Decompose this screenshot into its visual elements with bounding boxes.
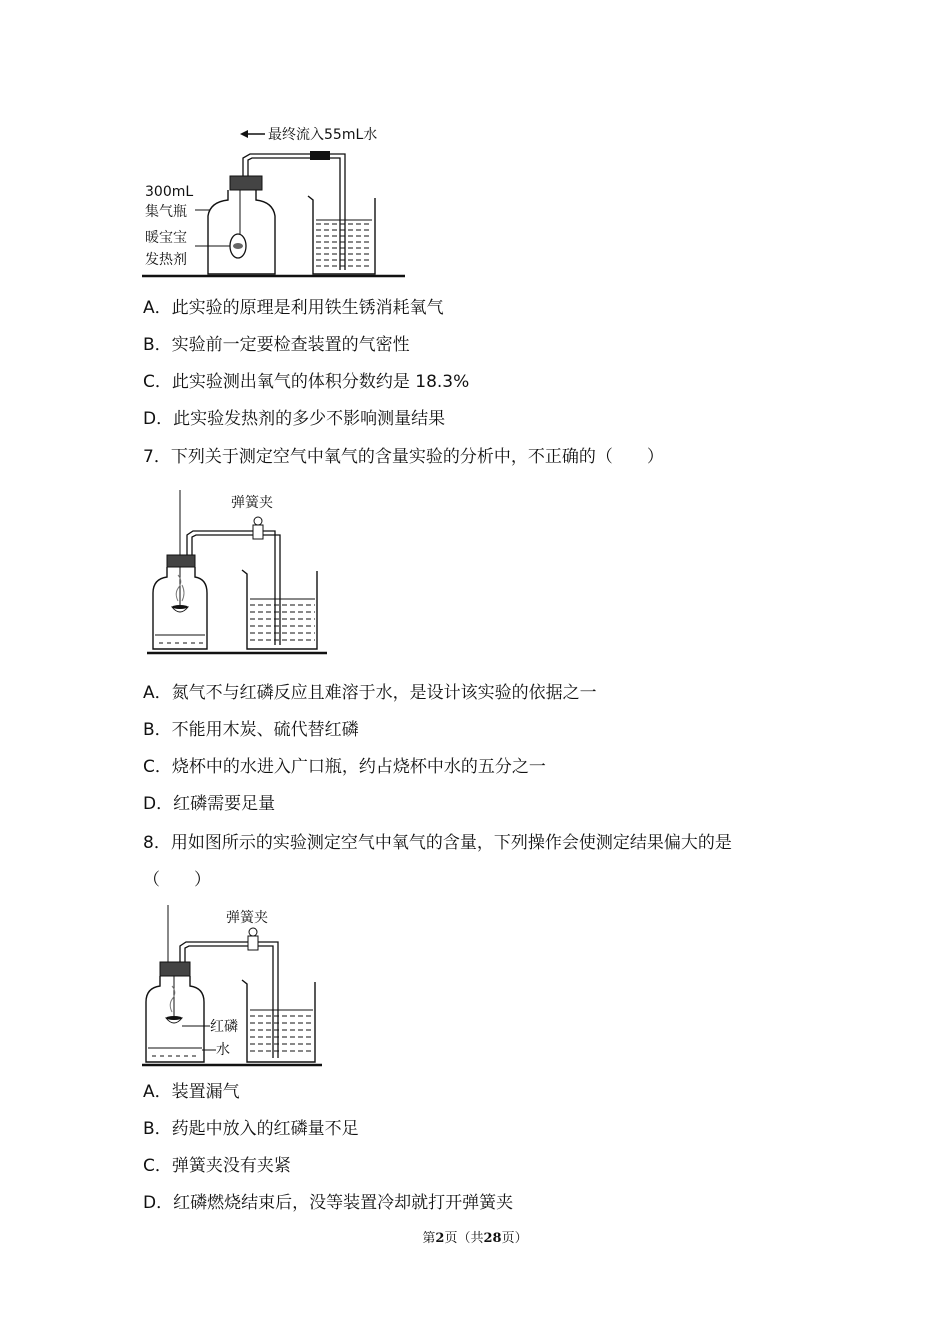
gas-bottle <box>208 190 275 274</box>
footer-prefix: 第 <box>422 1231 436 1246</box>
label-heater-1: 暖宝宝 <box>145 230 187 246</box>
q7-stem: 7．下列关于测定空气中氧气的含量实验的分析中，不正确的（ ） <box>143 447 664 467</box>
label-volume: 300mL <box>145 184 194 200</box>
footer-suffix: 页） <box>501 1231 528 1246</box>
q8-stem-line1: 8．用如图所示的实验测定空气中氧气的含量，下列操作会使测定结果偏大的是 <box>143 833 732 853</box>
q7-stopper <box>167 555 195 567</box>
q8-label-water: 水 <box>216 1042 230 1058</box>
q8-stopper <box>160 962 190 976</box>
arrow-head <box>240 130 248 138</box>
q8-spring-clip <box>248 936 258 950</box>
arrow-label: 最终流入55mL水 <box>268 127 378 143</box>
q7-glass-tube <box>187 531 275 645</box>
q8-option-a: A．装置漏气 <box>143 1082 240 1102</box>
q7-option-d: D．红磷需要足量 <box>143 794 276 814</box>
footer-page-number: 2 <box>435 1231 445 1246</box>
figure-red-phosphorus-apparatus-q7 <box>145 485 335 660</box>
rubber-stopper <box>230 176 262 190</box>
page-footer <box>0 1227 950 1246</box>
q7-option-c: C．烧杯中的水进入广口瓶，约占烧杯中水的五分之一 <box>143 757 546 777</box>
q6-option-b: B．实验前一定要检查装置的气密性 <box>143 335 410 355</box>
q8-label-clip: 弹簧夹 <box>226 910 268 926</box>
label-bottle: 集气瓶 <box>145 204 187 220</box>
q7-option-b: B．不能用木炭、硫代替红磷 <box>143 720 359 740</box>
q8-option-c: C．弹簧夹没有夹紧 <box>143 1156 291 1176</box>
q7-spring-clip <box>253 525 263 539</box>
q8-glass-tube <box>180 942 278 1058</box>
label-heater-2: 发热剂 <box>145 252 187 268</box>
q7-option-a: A．氮气不与红磷反应且难溶于水，是设计该实验的依据之一 <box>143 683 597 703</box>
q6-option-d: D．此实验发热剂的多少不影响测量结果 <box>143 409 446 429</box>
q7-label-clip: 弹簧夹 <box>231 495 273 511</box>
footer-middle: 页（共 <box>444 1231 484 1246</box>
q8-label-phosphorus: 红磷 <box>210 1019 238 1035</box>
q6-option-a: A．此实验的原理是利用铁生锈消耗氧气 <box>143 298 444 318</box>
q8-option-b: B．药匙中放入的红磷量不足 <box>143 1119 359 1139</box>
glass-tube <box>243 154 345 270</box>
figure-heater-apparatus <box>140 118 410 283</box>
q8-option-d: D．红磷燃烧结束后，没等装置冷却就打开弹簧夹 <box>143 1193 514 1213</box>
q8-stem-line2: （ ） <box>143 870 211 890</box>
tube-clamp <box>310 151 330 160</box>
figure-red-phosphorus-apparatus-q8 <box>140 900 330 1070</box>
q6-option-c: C．此实验测出氧气的体积分数约是 18.3% <box>143 372 470 392</box>
footer-total-pages: 28 <box>483 1231 502 1246</box>
beaker <box>308 196 375 274</box>
